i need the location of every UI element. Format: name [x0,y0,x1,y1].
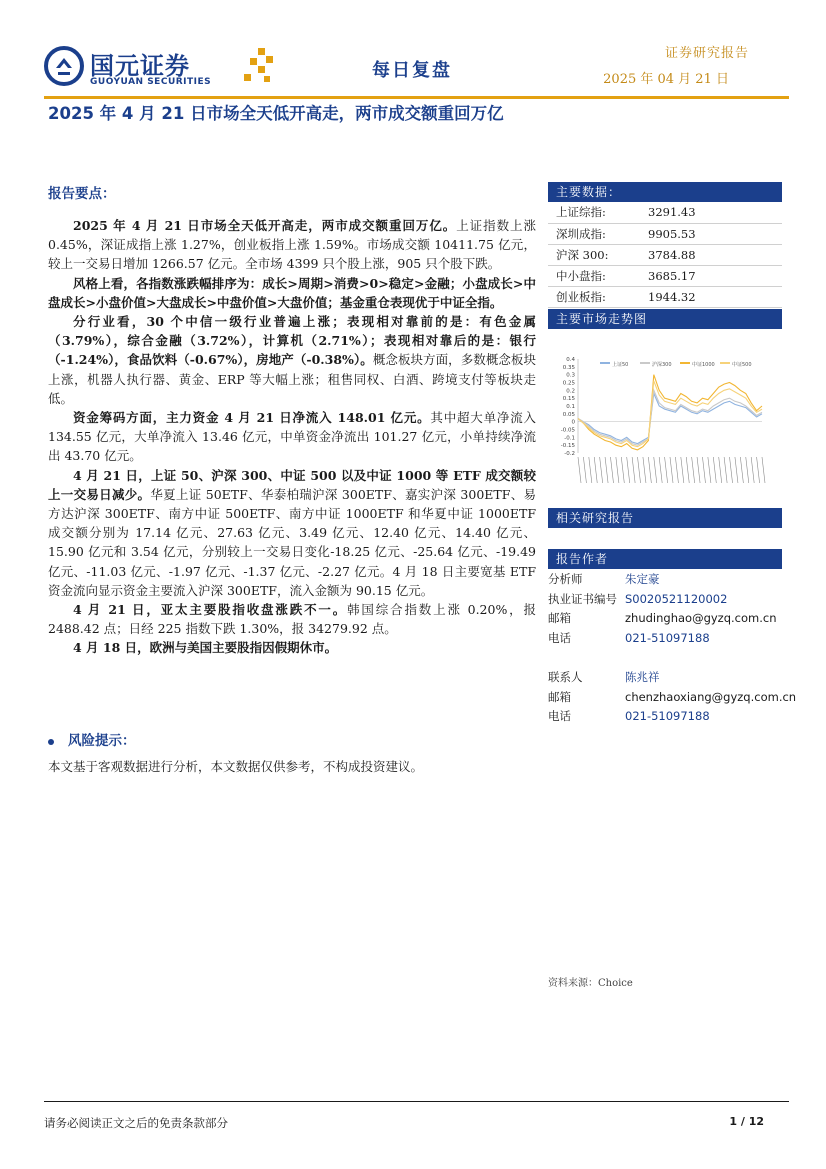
legend-label: 中证1000 [692,362,715,368]
index-value: 3784.88 [648,244,782,265]
paragraph-lead: 资金筹码方面，主力资金 4 月 21 日净流入 148.01 亿元。 [73,410,431,426]
x-tick-mark [735,457,738,483]
x-tick-mark [681,457,684,483]
x-tick-mark [665,457,668,483]
paragraph-text: 华夏上证 50ETF、华泰柏瑞沪深 300ETF、嘉实沪深 300ETF、易方达沪深 300ETF、南方中证 500ETF、南方中证 1000ETF 和华夏中证 1000ETF 成交额分别为 17.14 亿元、27.63 亿元、3.49 亿元、12.40 亿元、14.40 亿元、15.90 亿元和 3.54 亿元，分别较上一交易日变化-18.25 亿元、-25.64 亿元、-19.49 亿元、-11.03 亿元、-1.97 亿元、-1.37 亿元、-2.27 亿元。4 月 18 日主要宽基 ETF 资金流向显示资金主要流入沪深 300ETF，流入金额为 90.15 亿元。 [48,486,536,598]
legend-label: 沪深300 [652,362,672,368]
trend-chart-panel [548,309,782,499]
y-tick-label: 0.25 [562,380,575,387]
legend-label: 中证500 [732,362,752,368]
report-date: 2025 年 04 月 21 日 [603,72,729,87]
index-label: 创业板指: [548,286,648,307]
paragraph-text: 其中超大单净流入 134.55 亿元，大单净流入 13.46 亿元，中单资金净流出 101.27 亿元，小单持续净流出 43.70 亿元。 [48,410,536,464]
x-tick-mark [713,457,716,483]
report-title: 2025 年 4 月 21 日市场全天低开高走，两市成交额重回万亿 [48,104,504,123]
risk-text: 本文基于客观数据进行分析，本文数据仅供参考，不构成投资建议。 [48,759,424,774]
table-row [548,202,782,223]
x-tick-mark [762,457,765,483]
x-tick-mark [746,457,749,483]
x-tick-mark [632,457,635,483]
key-data-panel [548,182,782,308]
page-number: 1 / 12 [729,1115,764,1128]
related-reports-panel [548,508,782,528]
author-field-label: 联系人 [548,669,583,684]
x-tick-mark [648,457,651,483]
x-tick-mark [697,457,700,483]
y-tick-label: 0.05 [562,411,575,418]
summary-paragraph [48,216,536,274]
key-data-table [548,202,782,308]
paragraph-text: 韩国综合指数上涨 0.20%，报 2488.42 点；日经 225 指数下跌 1.30%，报 34279.92 点。 [48,602,537,637]
y-tick-label: 0.2 [566,388,575,395]
company-logo [44,44,274,92]
x-tick-mark [659,457,662,483]
risk-heading-text: 风险提示： [68,733,136,749]
x-tick-mark [708,457,711,483]
author-row [548,668,782,688]
index-value: 9905.53 [648,223,782,244]
chart-source: 资料来源：Choice [548,978,633,989]
x-tick-mark [730,457,733,483]
x-tick-mark [686,457,689,483]
index-value: 3685.17 [648,265,782,286]
x-tick-mark [600,457,603,483]
index-value: 1944.32 [648,286,782,307]
author-field-label: 分析师 [548,572,583,586]
author-row [548,609,782,629]
author-panel [548,549,782,569]
index-label: 上证综指: [548,202,648,223]
author-row [548,629,782,649]
related-reports-heading: 相关研究报告 [548,508,782,528]
author-field-label: 电话 [548,630,571,645]
key-data-heading: 主要数据： [548,182,782,202]
trend-chart [548,329,782,499]
risk-heading [48,729,136,749]
table-row [548,265,782,286]
index-value: 3291.43 [648,202,782,223]
header-divider [44,96,789,99]
x-tick-mark [719,457,722,483]
author-field-label: 电话 [548,709,571,724]
paragraph-text: 上证指数上涨 0.45%，深证成指上涨 1.27%，创业板指上涨 1.59%。市场成交额 10411.75 亿元，较上一交易日增加 1266.57 亿元。全市场 4399 只个股上涨，905 只个股下跌。 [48,218,536,272]
bullet-icon [48,739,54,745]
logo-en-text: GUOYUAN SECURITIES [90,77,212,87]
series-line-3 [578,375,762,450]
index-label: 中小盘指: [548,265,648,286]
summary-paragraph [48,638,536,657]
x-tick-mark [589,457,592,483]
daily-review-label: 每日复盘 [372,60,452,81]
x-tick-mark [616,457,619,483]
paragraph-lead: 分行业看，30 个中信一级行业普遍上涨；表现相对靠前的是：有色金属（3.79%），综合金融（3.72%），计算机（2.71%）；表现相对靠后的是：银行（-1.24%），食品饮料（-0.67%），房地产（-0.38%）。 [48,314,536,368]
author-field-label: 邮箱 [548,611,571,626]
y-tick-label: -0.05 [560,427,575,434]
author-heading: 报告作者 [548,549,782,569]
y-tick-label: 0 [571,419,575,426]
footer-divider [44,1101,789,1102]
author-row [548,707,782,727]
summary-paragraph [48,408,536,466]
x-tick-mark [757,457,760,483]
index-label: 深圳成指: [548,223,648,244]
paragraph-lead: 4 月 18 日，欧洲与美国主要股指因假期休市。 [73,640,338,656]
x-tick-mark [621,457,624,483]
paragraph-lead: 风格上看，各指数涨跌幅排序为：成长>周期>消费>0>稳定>金融；小盘成长>中盘成长>小盘价值>大盘成长>中盘价值>大盘价值；基金重仓表现优于中证全指。 [48,275,536,310]
table-row [548,223,782,244]
series-line-4 [578,381,762,447]
paragraph-lead: 4 月 21 日，上证 50、沪深 300、中证 500 以及中证 1000 等 ETF 成交额较上一交易日减少。 [48,467,536,502]
report-type: 证券研究报告 [664,46,749,61]
page-header [44,40,789,96]
summary-paragraph [48,312,536,408]
y-tick-label: 0.4 [566,357,575,363]
author-field-label: 执业证书编号 [548,591,617,606]
summary-paragraph [48,466,536,600]
author-field-value: 021-51097188 [625,709,710,724]
y-tick-label: 0.3 [566,372,575,379]
author-field-label: 邮箱 [548,689,571,704]
author-field-value: 朱定豪 [625,572,660,586]
x-tick-mark [638,457,641,483]
table-row [548,244,782,265]
x-tick-mark [751,457,754,483]
x-tick-mark [610,457,613,483]
x-tick-mark [627,457,630,483]
x-tick-mark [670,457,673,483]
y-tick-label: 0.15 [562,396,575,403]
x-tick-mark [692,457,695,483]
trend-chart-heading: 主要市场走势图 [548,309,782,329]
x-tick-mark [740,457,743,483]
y-tick-label: -0.15 [560,443,575,450]
x-tick-mark [578,457,581,483]
x-tick-mark [675,457,678,483]
author-row [548,590,782,610]
logo-squares-icon [244,48,274,84]
y-tick-label: -0.2 [564,451,575,457]
paragraph-lead: 2025 年 4 月 21 日市场全天低开高走，两市成交额重回万亿。 [73,218,457,233]
y-tick-label: 0.35 [562,364,575,371]
author-row [548,648,782,668]
logo-emblem-icon [44,46,84,86]
paragraph-text: 概念板块方面，多数概念板块上涨，机器人执行器、黄金、ERP 等大幅上涨；租售同权、白酒、跨境支付等板块走低。 [48,352,536,406]
summary-paragraph [48,274,536,312]
x-tick-mark [654,457,657,483]
x-tick-mark [702,457,705,483]
x-tick-mark [583,457,586,483]
legend-label: 上证50 [612,362,629,368]
trend-chart-svg [548,329,782,499]
author-row [548,570,782,590]
table-row [548,286,782,307]
author-info [548,570,797,727]
author-field-value[interactable]: chenzhaoxiang@gyzq.com.cn [625,689,797,704]
x-tick-mark [643,457,646,483]
logo-cn-text: 国元证券 [90,52,190,80]
y-tick-label: -0.1 [564,435,575,442]
author-field-value: S0020521120002 [625,591,728,606]
author-field-value: 陈兆祥 [625,669,660,684]
author-field-value[interactable]: zhudinghao@gyzq.com.cn [625,611,777,626]
author-row [548,688,797,708]
paragraph-lead: 4 月 21 日，亚太主要股指收盘涨跌不一。 [73,602,348,618]
index-label: 沪深 300: [548,244,648,265]
author-field-value: 021-51097188 [625,630,710,645]
footer-disclaimer: 请务必阅读正文之后的免责条款部分 [44,1116,228,1130]
summary-heading: 报告要点： [48,186,116,202]
summary-body [48,216,536,658]
x-tick-mark [605,457,608,483]
x-tick-mark [594,457,597,483]
summary-paragraph [48,600,536,638]
x-tick-mark [724,457,727,483]
y-tick-label: 0.1 [566,404,575,410]
